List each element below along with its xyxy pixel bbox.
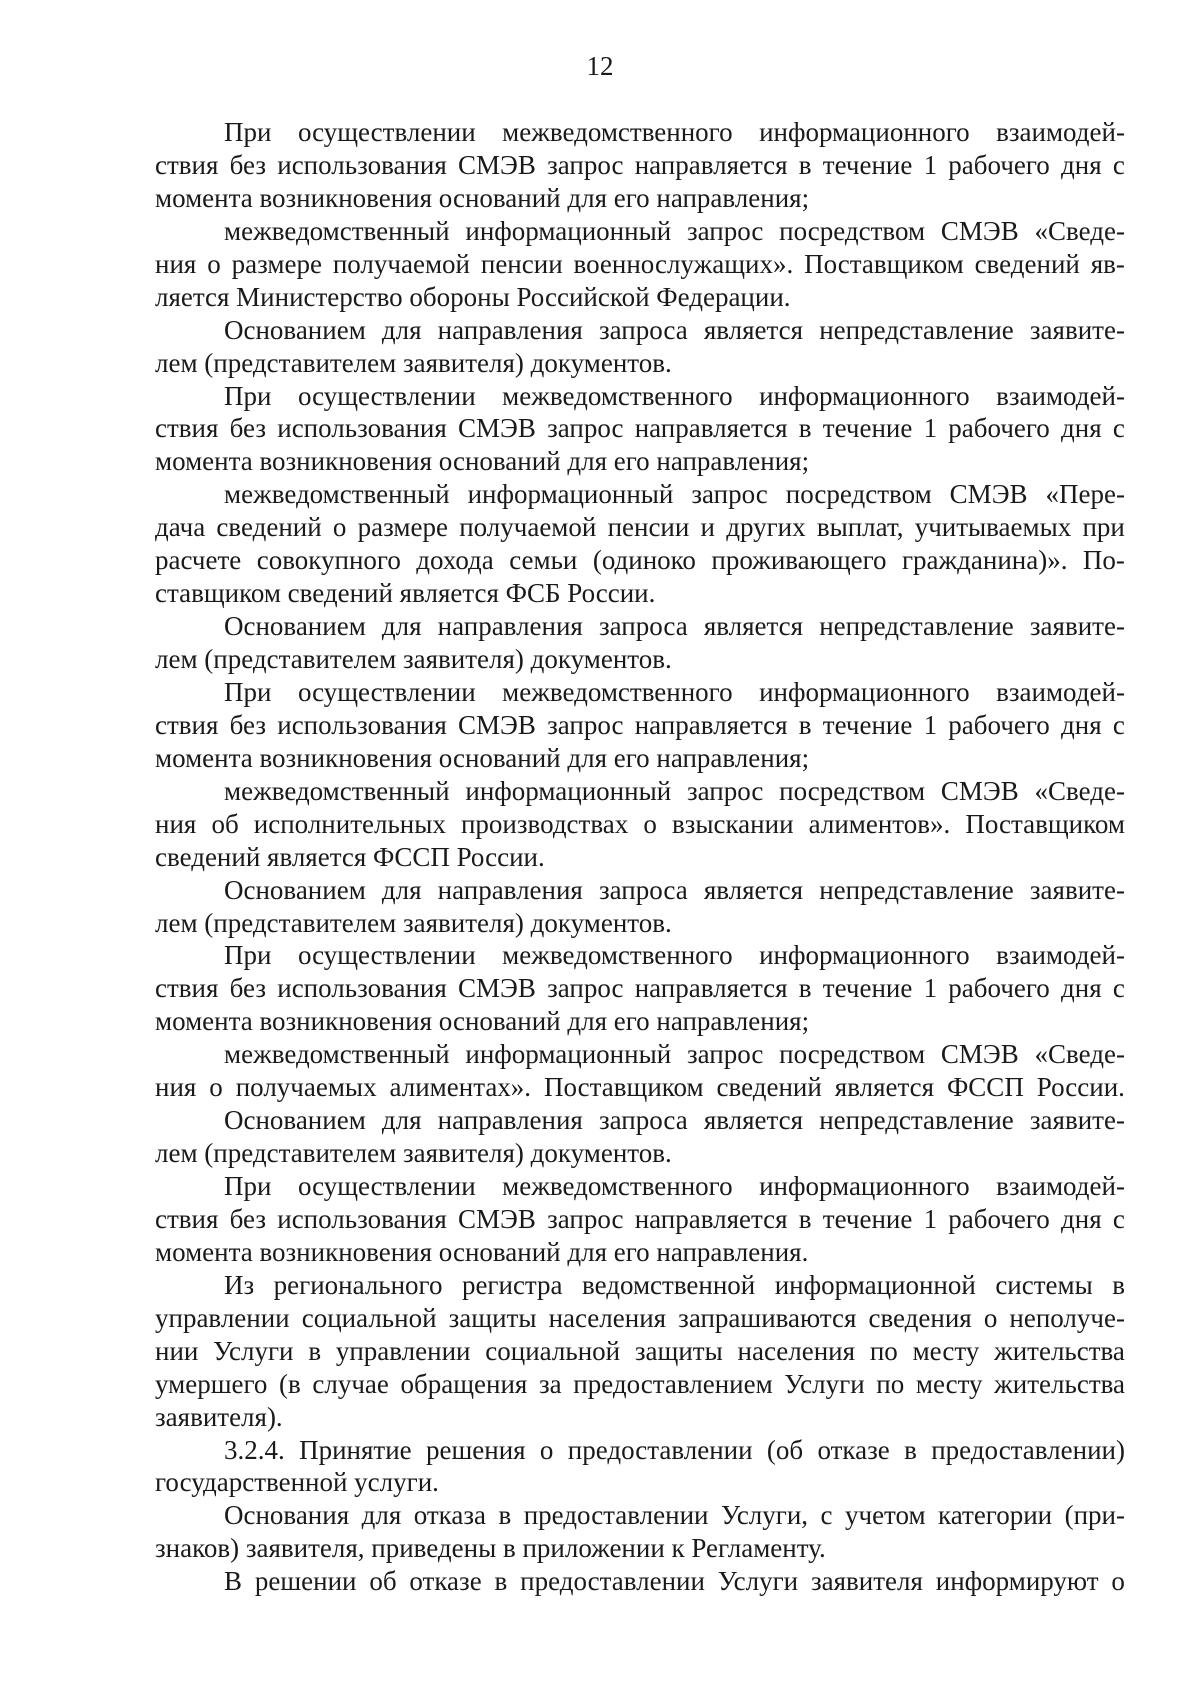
- page-number: 12: [586, 51, 614, 81]
- text-line: нии Услуги в управлении социальной защиты населения по месту жительства: [155, 1335, 1125, 1366]
- text-line: ствия без использования СМЭВ запрос направляется в течение 1 рабочего дня с: [155, 709, 1125, 740]
- text-line: межведомственный информационный запрос посредством СМЭВ «Сведе-: [224, 215, 1125, 246]
- text-line: лем (представителем заявителя) документов.: [155, 907, 672, 938]
- text-line: Основанием для направления запроса является непредставление заявите-: [224, 874, 1125, 905]
- text-line: лем (представителем заявителя) документов.: [155, 347, 672, 378]
- text-line: управлении социальной защиты населения запрашиваются сведения о неполуче-: [155, 1302, 1125, 1333]
- text-line: При осуществлении межведомственного информационного взаимодей-: [224, 1171, 1125, 1201]
- text-line: ствия без использования СМЭВ запрос направляется в течение 1 рабочего дня с: [155, 1203, 1125, 1234]
- text-line: лем (представителем заявителя) документов.: [155, 644, 672, 674]
- text-line: Основанием для направления запроса является непредставление заявите-: [224, 314, 1125, 345]
- text-line: момента возникновения оснований для его направления;: [155, 182, 810, 213]
- text-line: При осуществлении межведомственного информационного взаимодей-: [224, 676, 1125, 707]
- text-line: государственной услуги.: [155, 1467, 439, 1498]
- text-line: межведомственный информационный запрос посредством СМЭВ «Пере-: [224, 479, 1125, 510]
- text-line: Основания для отказа в предоставлении Услуги, с учетом категории (при-: [224, 1500, 1125, 1531]
- text-line: В решении об отказе в предоставлении Услуги заявителя информируют о: [224, 1566, 1125, 1597]
- body-text: [155, 116, 1125, 1598]
- text-line: ния об исполнительных производствах о взыскании алиментов». Поставщиком: [155, 808, 1125, 839]
- text-line: момента возникновения оснований для его направления.: [155, 1236, 809, 1267]
- text-line: заявителя).: [155, 1401, 283, 1432]
- text-line: Основанием для направления запроса является непредставление заявите-: [224, 1105, 1125, 1136]
- text-line: Из регионального регистра ведомственной информационной системы в: [224, 1269, 1125, 1300]
- text-line: межведомственный информационный запрос посредством СМЭВ «Сведе-: [224, 775, 1125, 806]
- text-line: ния о получаемых алиментах». Поставщиком сведений является ФССП России.: [155, 1072, 1125, 1103]
- text-line: ствия без использования СМЭВ запрос направляется в течение 1 рабочего дня с: [155, 413, 1125, 444]
- text-line: При осуществлении межведомственного информационного взаимодей-: [224, 380, 1125, 411]
- text-line: дача сведений о размере получаемой пенсии и других выплат, учитываемых при: [155, 512, 1125, 543]
- text-line: ствия без использования СМЭВ запрос направляется в течение 1 рабочего дня с: [155, 149, 1125, 180]
- text-line: умершего (в случае обращения за предоставлением Услуги по месту жительства: [155, 1368, 1125, 1399]
- text-line: Основанием для направления запроса является непредставление заявите-: [224, 611, 1125, 642]
- text-line: знаков) заявителя, приведены в приложении к Регламенту.: [155, 1533, 826, 1564]
- text-line: При осуществлении межведомственного информационного взаимодей-: [224, 940, 1125, 971]
- text-line: ния о размере получаемой пенсии военнослужащих». Поставщиком сведений яв-: [155, 248, 1125, 279]
- text-line: расчете совокупного дохода семьи (одиноко проживающего гражданина)». По-: [155, 545, 1125, 576]
- text-line: сведений является ФССП России.: [155, 841, 545, 872]
- text-line: момента возникновения оснований для его направления;: [155, 742, 810, 773]
- text-line: момента возникновения оснований для его направления;: [155, 1006, 810, 1037]
- text-line: ставщиком сведений является ФСБ России.: [155, 578, 656, 609]
- text-line: межведомственный информационный запрос посредством СМЭВ «Сведе-: [224, 1039, 1125, 1070]
- text-line: При осуществлении межведомственного информационного взаимодей-: [224, 117, 1125, 147]
- text-line: лем (представителем заявителя) документов.: [155, 1138, 672, 1169]
- text-line: ляется Министерство обороны Российской Федерации.: [155, 281, 791, 312]
- text-line: ствия без использования СМЭВ запрос направляется в течение 1 рабочего дня с: [155, 973, 1125, 1004]
- text-line: 3.2.4. Принятие решения о предоставлении (об отказе в предоставлении): [224, 1434, 1125, 1465]
- text-line: момента возникновения оснований для его направления;: [155, 446, 810, 477]
